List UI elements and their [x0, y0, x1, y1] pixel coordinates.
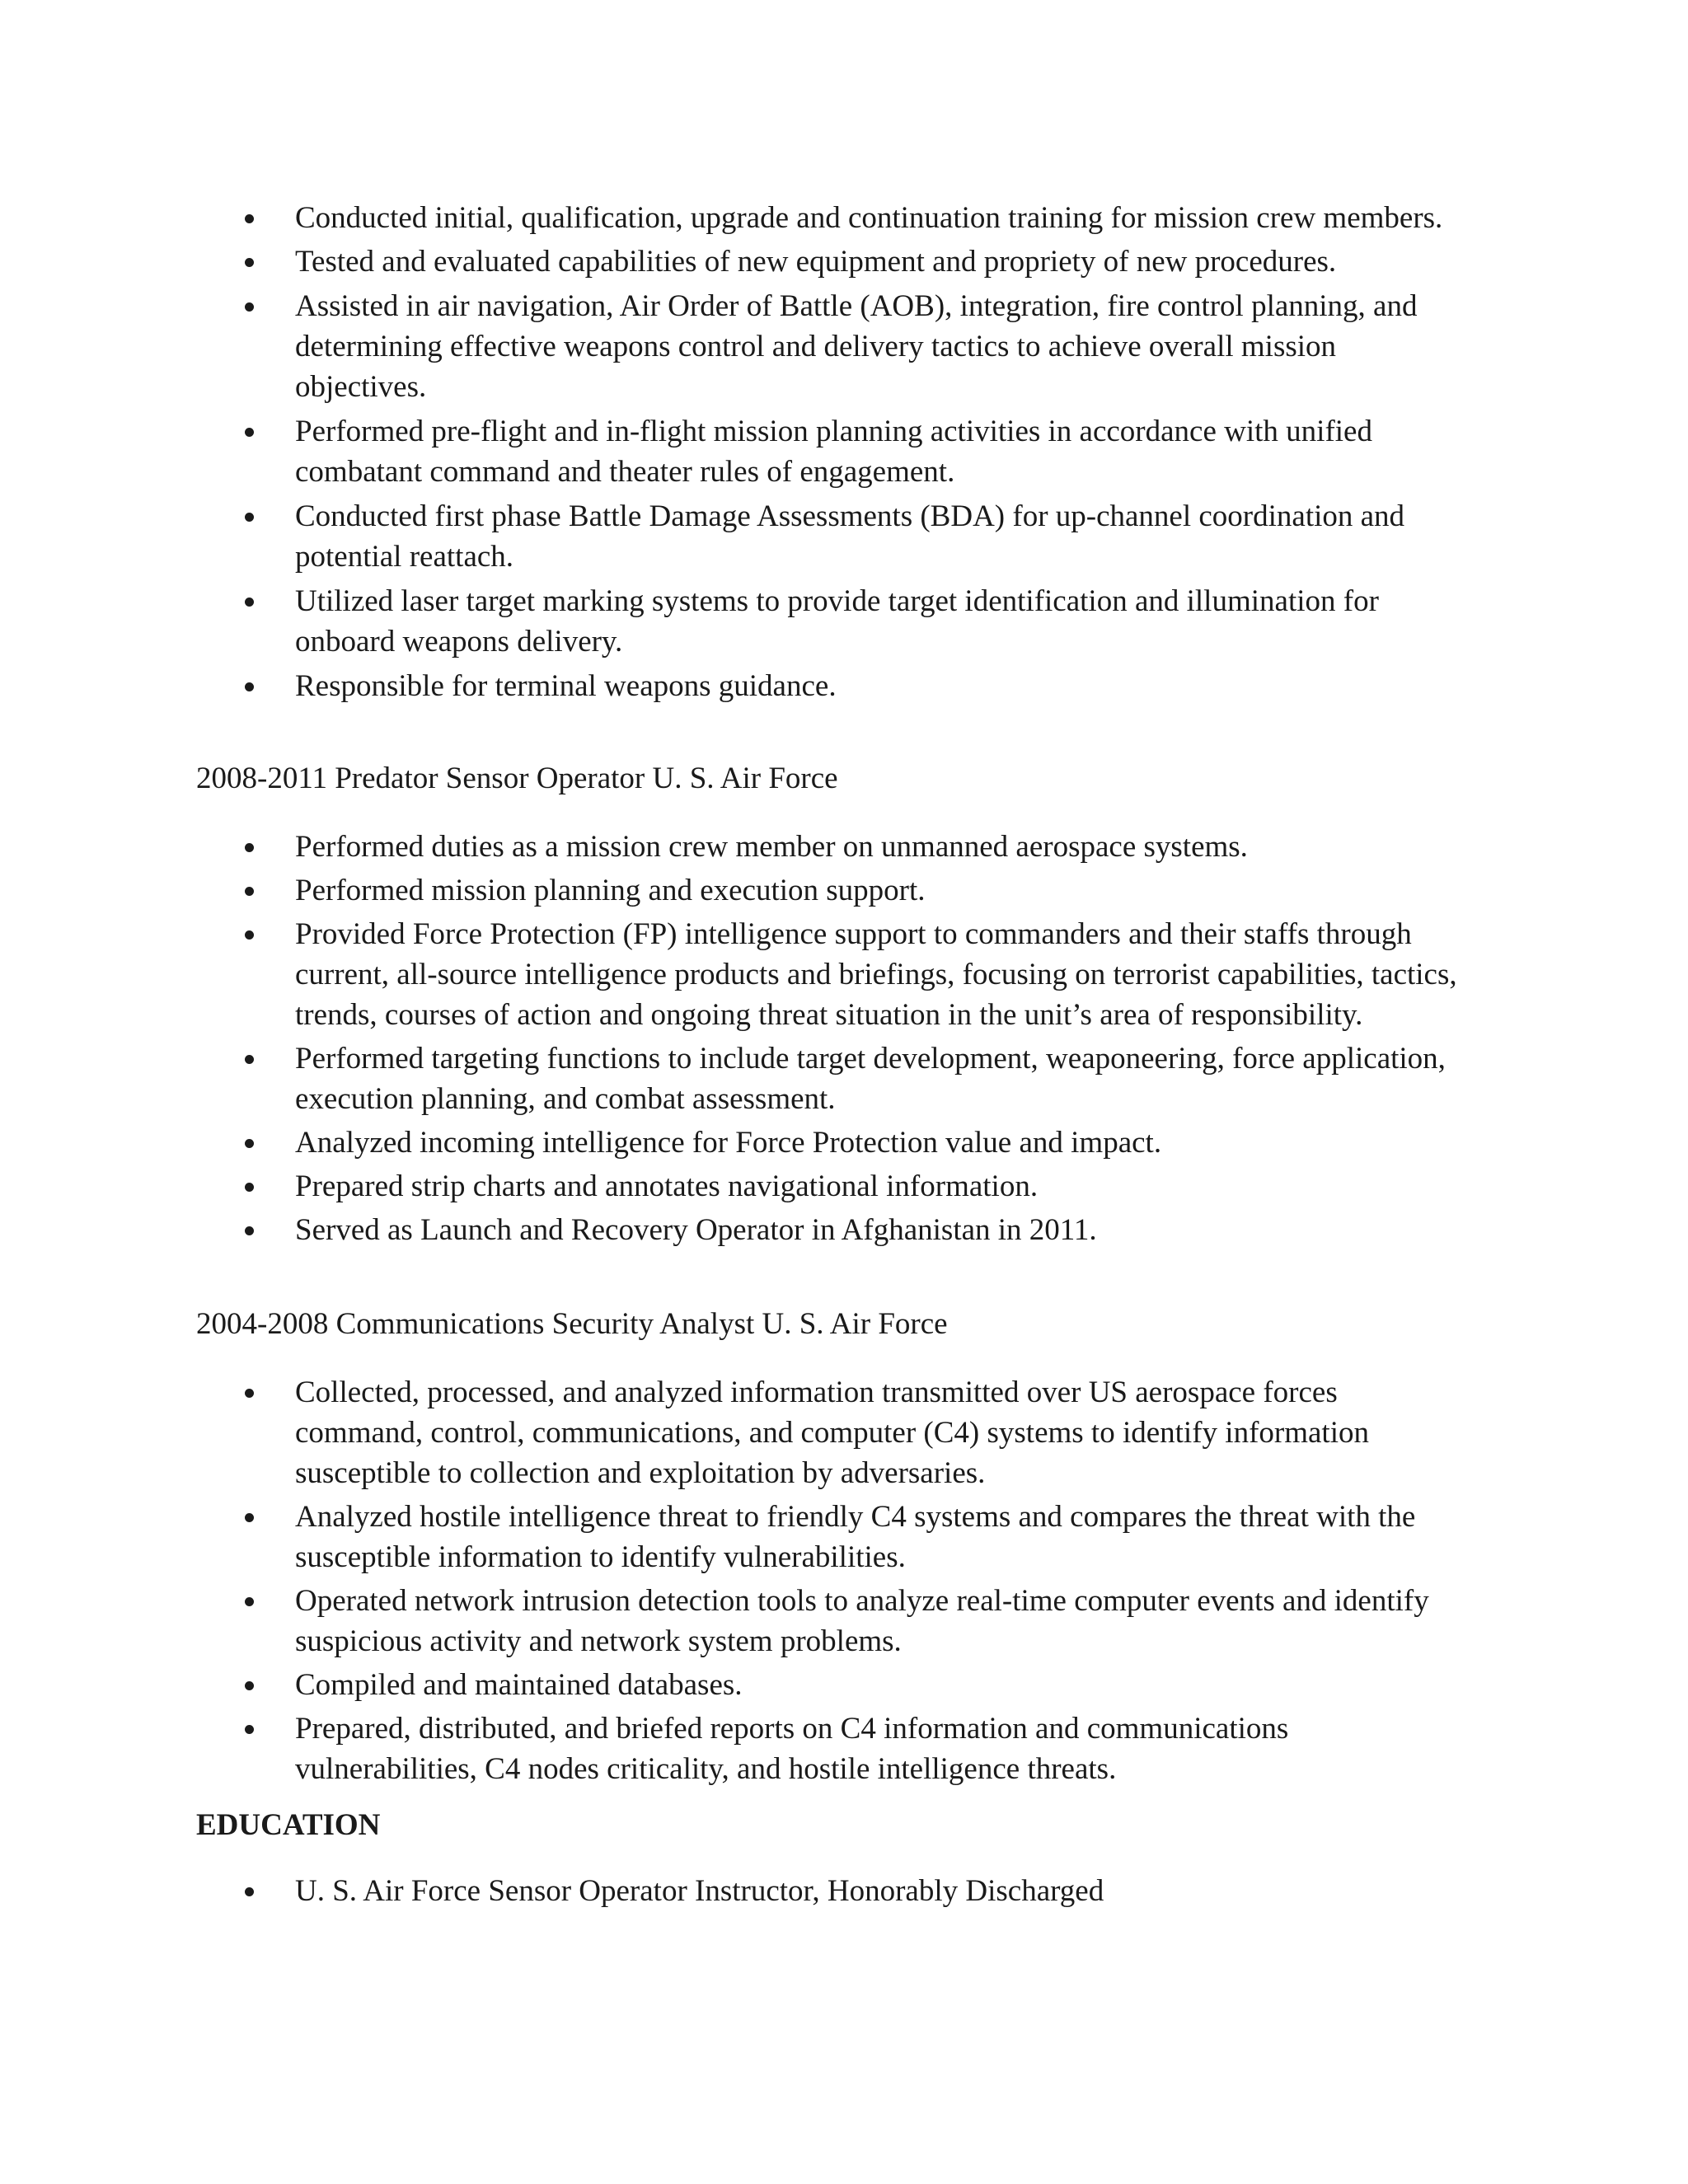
job-heading-2004: 2004-2008 Communications Security Analyst U. S. Air Force: [196, 1307, 948, 1341]
bullet-icon: [245, 843, 254, 852]
bullet-icon: [245, 1389, 254, 1398]
list-item: Performed duties as a mission crew member on unmanned aerospace systems.: [0, 827, 1465, 867]
list-item: Provided Force Protection (FP) intelligence support to commanders and their staffs through current, all-source intelligence products and briefings, focusing on terrorist capabilities, tactics, trends, courses of action and ongoing threat situation in the unit’s area of responsibility.: [0, 914, 1465, 1035]
bullet-icon: [245, 214, 254, 223]
bullet-icon: [245, 1226, 254, 1235]
list-item: Prepared strip charts and annotates navigational information.: [0, 1166, 1465, 1207]
list-item: Performed mission planning and execution support.: [0, 870, 1465, 911]
list-item: Assisted in air navigation, Air Order of Battle (AOB), integration, fire control planning, and determining effective weapons control and delivery tactics to achieve overall mission objectives.: [0, 286, 1465, 407]
bullet-icon: [245, 1597, 254, 1606]
list-item: Tested and evaluated capabilities of new equipment and propriety of new procedures.: [0, 241, 1465, 282]
bullet-icon: [245, 1055, 254, 1064]
job-heading-2008: 2008-2011 Predator Sensor Operator U. S. Air Force: [196, 762, 838, 795]
list-item: Analyzed incoming intelligence for Force Protection value and impact.: [0, 1122, 1465, 1163]
bullet-icon: [245, 513, 254, 522]
bullet-icon: [245, 1725, 254, 1734]
list-item: Served as Launch and Recovery Operator in Afghanistan in 2011.: [0, 1210, 1465, 1250]
bullet-icon: [245, 1887, 254, 1896]
list-item: Conducted first phase Battle Damage Assessments (BDA) for up-channel coordination and potential reattach.: [0, 496, 1465, 577]
bullet-icon: [245, 428, 254, 437]
education-bullets: [0, 1871, 1688, 1911]
bullet-icon: [245, 1513, 254, 1522]
education-heading: EDUCATION: [196, 1808, 381, 1842]
education-section: [0, 1871, 1688, 1915]
list-item: U. S. Air Force Sensor Operator Instructor, Honorably Discharged: [0, 1871, 1465, 1911]
job-2004-section: [0, 1372, 1688, 1793]
list-item: Performed pre-flight and in-flight mission planning activities in accordance with unified combatant command and theater rules of engagement.: [0, 411, 1465, 492]
bullet-icon: [245, 598, 254, 607]
bullet-icon: [245, 887, 254, 896]
list-item: Collected, processed, and analyzed information transmitted over US aerospace forces command, control, communications, and computer (C4) systems to identify information susceptible to collection and exploitation by adversaries.: [0, 1372, 1465, 1493]
list-item: Analyzed hostile intelligence threat to friendly C4 systems and compares the threat with the susceptible information to identify vulnerabilities.: [0, 1497, 1465, 1577]
list-item: Performed targeting functions to include target development, weaponeering, force application, execution planning, and combat assessment.: [0, 1038, 1465, 1119]
bullet-icon: [245, 1681, 254, 1690]
list-item: Utilized laser target marking systems to provide target identification and illumination for onboard weapons delivery.: [0, 581, 1465, 662]
previous-job-section: [0, 198, 1688, 710]
bullet-icon: [245, 1139, 254, 1148]
previous-job-bullets: [0, 198, 1688, 706]
job-2008-bullets: [0, 827, 1688, 1250]
job-2004-bullets: [0, 1372, 1688, 1789]
list-item: Compiled and maintained databases.: [0, 1665, 1465, 1705]
bullet-icon: [245, 682, 254, 691]
bullet-icon: [245, 1183, 254, 1192]
list-item: Operated network intrusion detection tools to analyze real-time computer events and identify suspicious activity and network system problems.: [0, 1581, 1465, 1661]
list-item: Conducted initial, qualification, upgrade and continuation training for mission crew members.: [0, 198, 1465, 238]
bullet-icon: [245, 930, 254, 940]
list-item: Responsible for terminal weapons guidance.: [0, 666, 1465, 706]
job-2008-section: [0, 827, 1688, 1254]
list-item: Prepared, distributed, and briefed reports on C4 information and communications vulnerabilities, C4 nodes criticality, and hostile intelligence threats.: [0, 1708, 1465, 1789]
bullet-icon: [245, 302, 254, 312]
bullet-icon: [245, 258, 254, 267]
